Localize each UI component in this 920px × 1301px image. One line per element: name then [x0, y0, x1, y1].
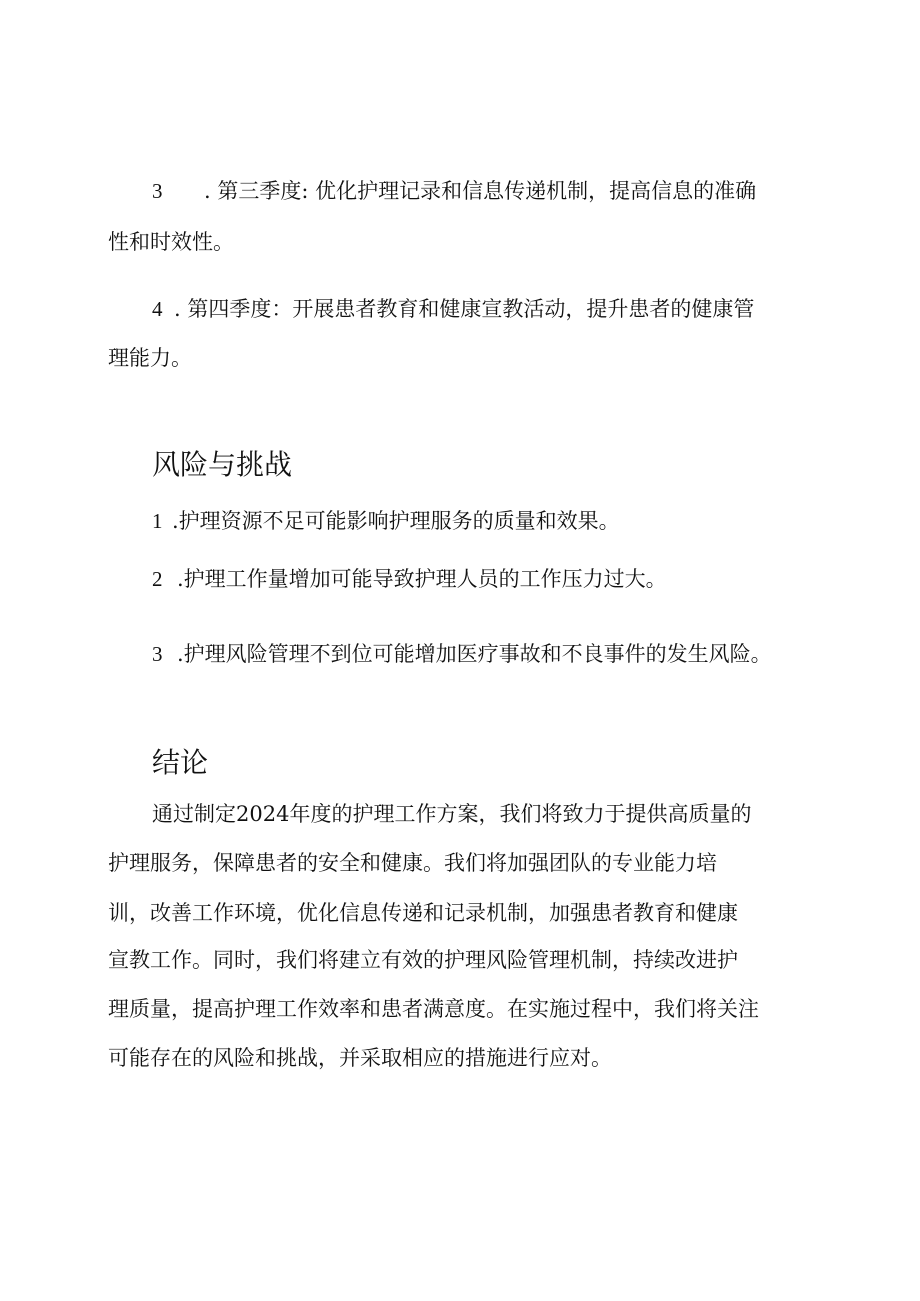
- quarter-item: [152, 178, 756, 205]
- conclusion-line: 训，改善工作环境，优化信息传递和记录机制，加强患者教育和健康: [108, 901, 738, 925]
- section-heading-risks: 风险与挑战: [152, 448, 293, 481]
- risk-number: 3: [152, 642, 163, 666]
- section-heading-conclusion: 结论: [152, 746, 209, 779]
- quarter-item-continuation: 性和时效性。: [108, 230, 234, 254]
- quarter-number: 4: [152, 297, 163, 321]
- risk-item: [152, 641, 772, 668]
- quarter-text: . 第三季度: 优化护理记录和信息传递机制，提高信息的准确: [204, 179, 757, 203]
- risk-number: 2: [152, 567, 163, 591]
- quarter-item-continuation: 理能力。: [108, 346, 192, 370]
- risk-text: .护理工作量增加可能导致护理人员的工作压力过大。: [177, 567, 667, 591]
- quarter-number: 3: [152, 179, 163, 203]
- conclusion-line: 护理服务，保障患者的安全和健康。我们将加强团队的专业能力培: [108, 851, 717, 875]
- risk-text: .护理资源不足可能影响护理服务的质量和效果。: [172, 509, 620, 533]
- risk-item: [152, 566, 667, 593]
- conclusion-line: 可能存在的风险和挑战，并采取相应的措施进行应对。: [108, 1046, 612, 1070]
- risk-item: [152, 508, 620, 535]
- quarter-item: [152, 296, 754, 323]
- conclusion-line: 理质量，提高护理工作效率和患者满意度。在实施过程中，我们将关注: [108, 997, 759, 1021]
- conclusion-line: 宣教工作。同时，我们将建立有效的护理风险管理机制，持续改进护: [108, 948, 738, 972]
- risk-number: 1: [152, 509, 163, 533]
- quarter-text: . 第四季度：开展患者教育和健康宣教活动，提升患者的健康管: [174, 297, 755, 321]
- conclusion-line: 通过制定2024年度的护理工作方案，我们将致力于提供高质量的: [152, 802, 752, 826]
- risk-text: .护理风险管理不到位可能增加医疗事故和不良事件的发生风险。: [177, 642, 772, 666]
